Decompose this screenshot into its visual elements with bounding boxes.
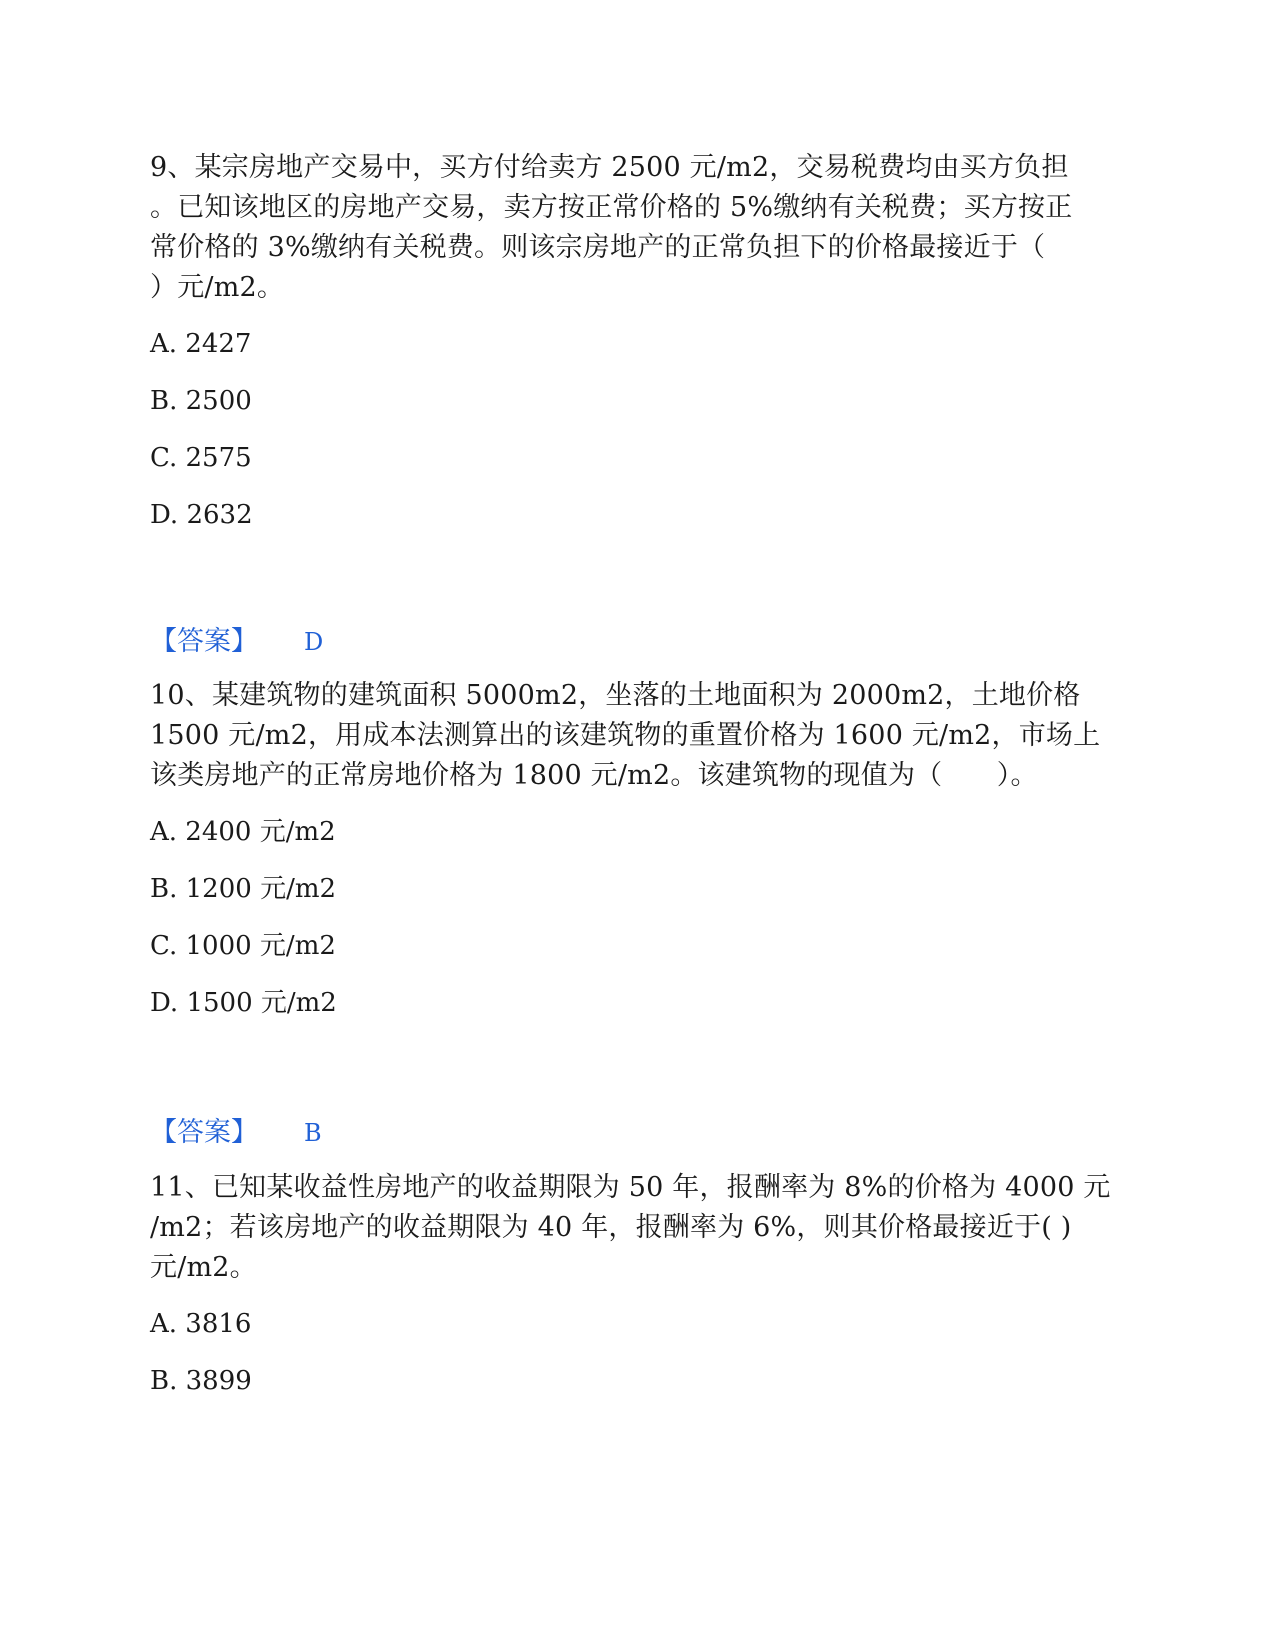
- option-b: B. 2500: [150, 386, 252, 416]
- answer-value: B: [304, 1119, 322, 1147]
- option-d: D. 2632: [150, 500, 253, 530]
- answer-value: D: [304, 628, 324, 656]
- question-9: [150, 148, 1130, 535]
- question-text-line: 10、某建筑物的建筑面积 5000m2，坐落的土地面积为 2000m2，土地价格: [150, 680, 1081, 711]
- option-b: B. 1200 元/m2: [150, 874, 337, 904]
- question-text-line: 。已知该地区的房地产交易，卖方按正常价格的 5%缴纳有关税费；买方按正: [150, 192, 1073, 223]
- question-text-line: ）元/m2。: [150, 272, 285, 303]
- option-c: C. 2575: [150, 443, 252, 473]
- question-text-line: /m2；若该房地产的收益期限为 40 年，报酬率为 6%，则其价格最接近于( ): [150, 1212, 1072, 1243]
- answer-line: [150, 1113, 1130, 1153]
- question-11: [150, 1168, 1130, 1401]
- answer-label: 【答案】: [150, 626, 258, 657]
- question-text-line: 9、某宗房地产交易中，买方付给卖方 2500 元/m2，交易税费均由买方负担: [150, 152, 1069, 183]
- question-text-line: 1500 元/m2，用成本法测算出的该建筑物的重置价格为 1600 元/m2，市场上: [150, 720, 1101, 751]
- option-a: A. 2400 元/m2: [150, 817, 336, 847]
- question-text-line: 常价格的 3%缴纳有关税费。则该宗房地产的正常负担下的价格最接近于（: [150, 232, 1046, 263]
- option-b: B. 3899: [150, 1366, 252, 1396]
- question-text-line: 元/m2。: [150, 1252, 257, 1283]
- question-text-line: 该类房地产的正常房地价格为 1800 元/m2。该建筑物的现值为（ ）。: [150, 760, 1038, 791]
- option-d: D. 1500 元/m2: [150, 988, 337, 1018]
- answer-9: [150, 622, 1130, 662]
- question-10: [150, 676, 1130, 1023]
- answer-10: [150, 1113, 1130, 1153]
- option-a: A. 3816: [150, 1309, 252, 1339]
- option-a: A. 2427: [150, 329, 252, 359]
- option-c: C. 1000 元/m2: [150, 931, 336, 961]
- question-text-line: 11、已知某收益性房地产的收益期限为 50 年，报酬率为 8%的价格为 4000 元: [150, 1172, 1111, 1203]
- answer-line: [150, 622, 1130, 662]
- answer-label: 【答案】: [150, 1117, 258, 1148]
